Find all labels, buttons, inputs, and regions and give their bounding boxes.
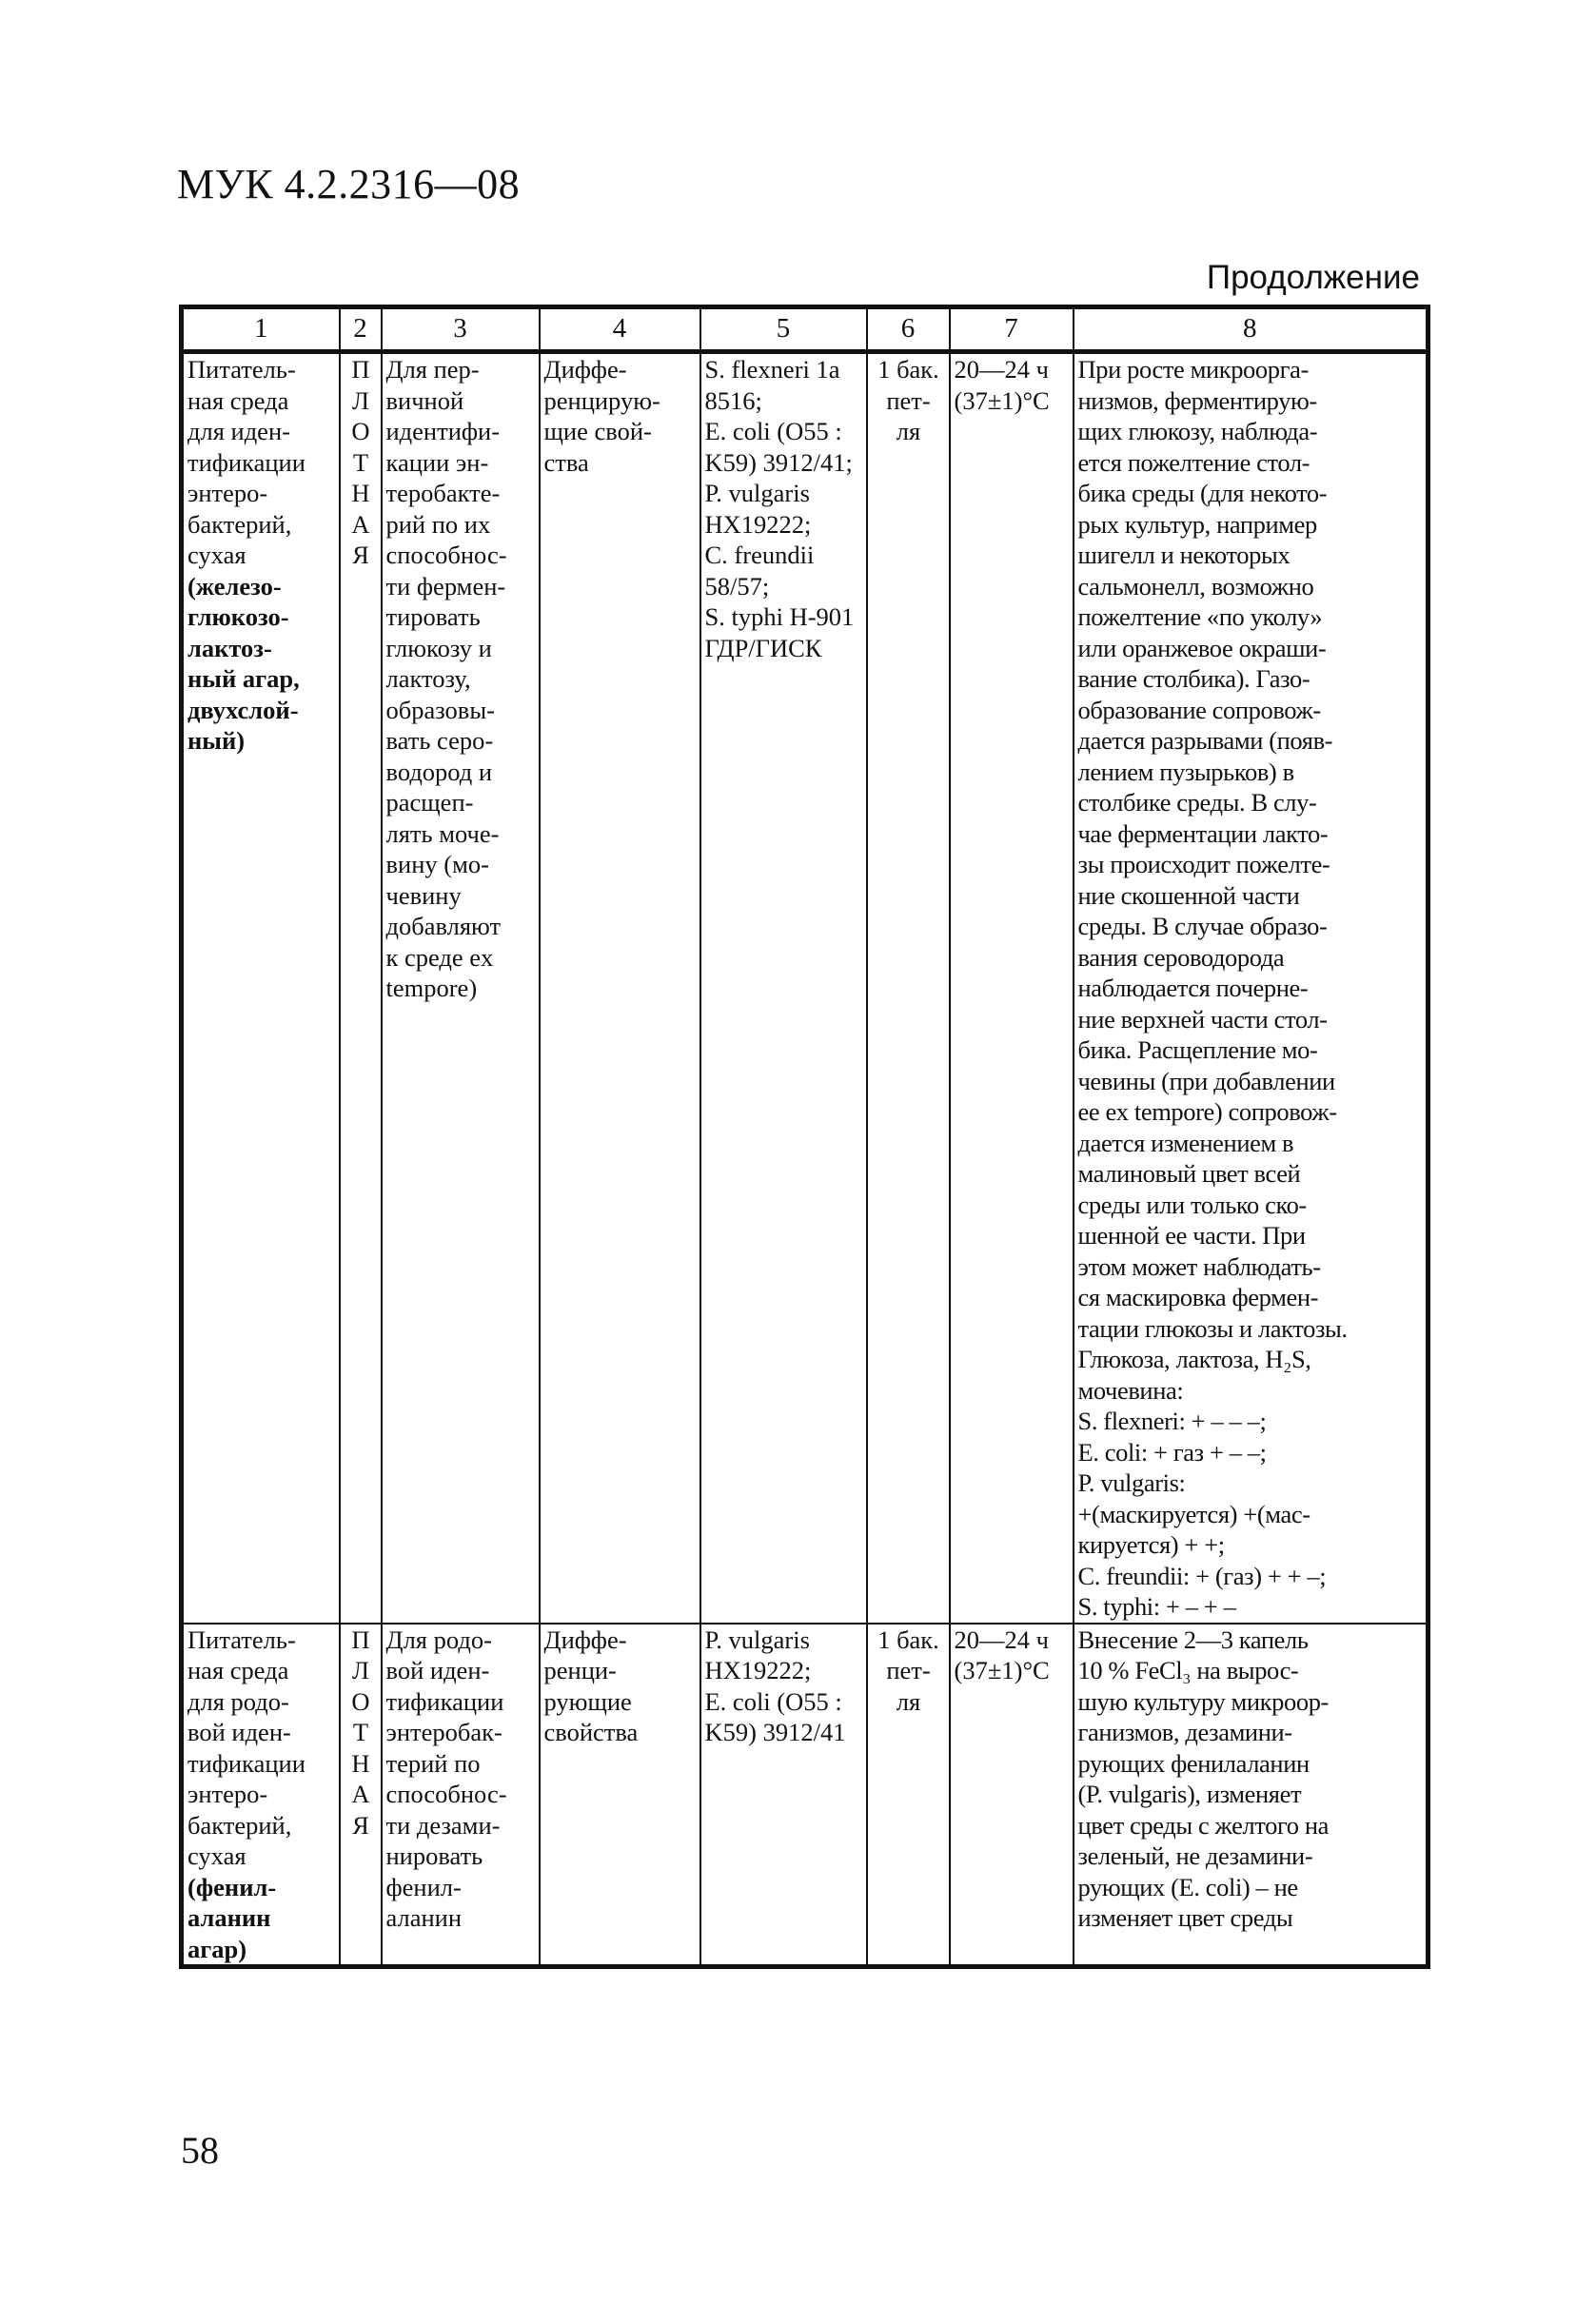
cell-line: C. freundii	[704, 541, 815, 569]
cell-line: расщеп-	[385, 788, 474, 817]
cell-line: наблюдается почерне-	[1077, 974, 1309, 1002]
cell-line: зы происходит пожелте-	[1077, 850, 1330, 878]
cell-line: свойства	[543, 1718, 639, 1746]
cell-line: идентифи-	[385, 417, 501, 445]
medium-name-cell	[182, 352, 340, 1624]
cell-line: вание столбика). Газо-	[1077, 664, 1310, 693]
document-code: МУК 4.2.2316—08	[177, 161, 521, 207]
cell-line: Л	[352, 385, 369, 415]
cell-line: образование сопровож-	[1077, 695, 1321, 724]
cell-line: P. vulgaris	[704, 479, 810, 507]
cell-line: лять моче-	[385, 818, 500, 848]
cell-line: вичной	[385, 385, 464, 415]
properties-cell	[540, 1624, 700, 1967]
cell-line: терий по	[385, 1748, 481, 1778]
cell-line: ется пожелтение стол-	[1077, 447, 1310, 477]
cell-line: тировать	[385, 602, 481, 631]
cell-line: ганизмов, дезамини-	[1077, 1718, 1292, 1746]
cell-line: Диффе-	[543, 355, 627, 384]
cell-line: Питатель-	[187, 355, 296, 384]
cell-line: Питатель-	[187, 1625, 296, 1654]
purpose-cell	[382, 352, 540, 1624]
cell-line: Н	[351, 479, 370, 507]
incubation-cell	[950, 352, 1074, 1624]
cell-line: чае ферментации лакто-	[1077, 818, 1329, 848]
cell-line: ти дезами-	[385, 1810, 501, 1840]
cell-line: сальмонелл, возможно	[1077, 571, 1314, 601]
cell-line: 1 бак.	[877, 1625, 939, 1654]
cell-line: нировать	[385, 1841, 483, 1870]
cell-line: кации эн-	[385, 447, 489, 477]
cell-line: пожелтение «по уколу»	[1077, 602, 1323, 631]
cell-line: S. flexneri: + – – –;	[1077, 1407, 1267, 1435]
cell-line: тификации	[187, 447, 305, 477]
cell-line: способнос-	[385, 541, 507, 569]
cell-line: E. coli (O55 :	[704, 1686, 842, 1716]
column-header-4: 4	[540, 307, 700, 352]
column-header-6: 6	[867, 307, 950, 352]
cell-line: шенной ее части. При	[1077, 1221, 1306, 1250]
cell-line: фенил-	[385, 1872, 462, 1901]
cell-line: ее ex tempore) сопровож-	[1077, 1097, 1337, 1126]
cell-line: рых культур, например	[1077, 509, 1317, 539]
cell-line: рующих (E. coli) – не	[1077, 1872, 1298, 1901]
cell-line: двухслой-	[187, 695, 299, 724]
test-strains-cell	[700, 1624, 867, 1967]
cell-line: Т	[352, 447, 369, 477]
cell-line: энтеро-	[187, 1780, 268, 1808]
cell-line: энтеробак-	[385, 1718, 502, 1746]
cell-line: S. typhi: + – + –	[1077, 1592, 1236, 1621]
cell-line: вания сероводорода	[1077, 942, 1285, 972]
cell-line: П	[351, 355, 370, 384]
cell-line: рующих фенилаланин	[1077, 1748, 1310, 1778]
cell-line: столбике среды. В слу-	[1077, 788, 1317, 817]
cell-line: О	[351, 417, 370, 445]
cell-line: этом может наблюдать-	[1077, 1251, 1321, 1281]
cell-line: K59) 3912/41;	[704, 447, 853, 477]
cell-line: глюкозу и	[385, 633, 492, 662]
cell-line: рий по их	[385, 509, 491, 539]
cell-line: зеленый, не дезамини-	[1077, 1841, 1313, 1870]
continuation-label: Продолжение	[1206, 259, 1420, 296]
cell-line: лактоз-	[187, 633, 272, 662]
cell-line: C. freundii: + (газ) + + –;	[1077, 1561, 1327, 1590]
inoculum-cell	[867, 1624, 950, 1967]
cell-line: добавляют	[385, 912, 502, 940]
cell-line: тификации	[385, 1686, 504, 1716]
cell-line: к среде ex	[385, 942, 494, 972]
cell-line: образовы-	[385, 695, 495, 724]
cell-line: мочевина:	[1077, 1375, 1184, 1405]
cell-line: ти фермен-	[385, 571, 506, 601]
cell-line: Л	[352, 1656, 369, 1684]
results-cell	[1074, 1624, 1429, 1967]
incubation-cell	[950, 1624, 1074, 1967]
cell-line: изменяет цвет среды	[1077, 1903, 1293, 1932]
column-header-5: 5	[700, 307, 867, 352]
cell-line: П	[351, 1625, 370, 1654]
cell-line: Т	[352, 1718, 369, 1746]
column-header-2: 2	[340, 307, 382, 352]
cell-line: Для пер-	[385, 355, 480, 384]
cell-line: О	[351, 1686, 370, 1716]
purpose-cell	[382, 1624, 540, 1967]
cell-line: или оранжевое окраши-	[1077, 633, 1327, 662]
cell-line: дается разрывами (появ-	[1077, 726, 1333, 755]
cell-line: +(маскируется) +(мас-	[1077, 1499, 1310, 1528]
cell-line: сухая	[187, 1841, 246, 1870]
cell-line: ренцирую-	[543, 385, 660, 415]
cell-line: низмов, ферментирую-	[1077, 385, 1317, 415]
cell-line: щих глюкозу, наблюда-	[1077, 417, 1318, 445]
cell-line: S. flexneri 1a	[704, 355, 840, 384]
cell-line: ние верхней части стол-	[1077, 1004, 1328, 1034]
cell-line: Я	[352, 541, 369, 569]
cell-line: рующие	[543, 1686, 632, 1716]
cell-line: вой иден-	[187, 1718, 291, 1746]
cell-line: (железо-	[187, 571, 282, 601]
cell-line: вину (мо-	[385, 850, 489, 878]
cell-line: ства	[543, 447, 589, 477]
results-cell	[1074, 352, 1429, 1624]
cell-line: лактозу,	[385, 664, 471, 693]
medium-form-cell	[340, 352, 382, 1624]
cell-line: 20—24 ч	[954, 1625, 1049, 1654]
cell-line: E. coli: + газ + – –;	[1077, 1437, 1267, 1467]
inoculum-cell	[867, 352, 950, 1624]
cell-line: бика среды (для некото-	[1077, 479, 1328, 507]
cell-line: P. vulgaris:	[1077, 1468, 1186, 1497]
cell-line: чевины (при добавлении	[1077, 1066, 1335, 1095]
cell-line: энтеро-	[187, 479, 268, 507]
cell-line: тации глюкозы и лактозы.	[1077, 1313, 1348, 1343]
cell-line: HX19222;	[704, 1656, 812, 1684]
cell-line: аланин	[385, 1903, 463, 1932]
cell-line: HX19222;	[704, 509, 812, 539]
cell-line: ля	[896, 1686, 921, 1716]
cell-line: ный агар,	[187, 664, 300, 693]
cell-line: глюкозо-	[187, 602, 289, 631]
cell-line: пет-	[886, 1656, 931, 1684]
cell-line: вать серо-	[385, 726, 494, 755]
cell-line: среды или только ско-	[1077, 1190, 1307, 1219]
cell-line: пет-	[886, 385, 931, 415]
cell-line: Глюкоза, лактоза, H₂S,	[1077, 1345, 1311, 1373]
cell-line: щие свой-	[543, 417, 652, 445]
page-number: 58	[181, 2129, 219, 2172]
cell-line: дается изменением в	[1077, 1128, 1294, 1157]
cell-line: тификации	[187, 1748, 305, 1778]
table-row	[182, 352, 1429, 1624]
cell-line: E. coli (O55 :	[704, 417, 842, 445]
cell-line: ный)	[187, 726, 246, 755]
cell-line: шую культуру микроор-	[1077, 1686, 1329, 1716]
cell-line: 20—24 ч	[954, 355, 1049, 384]
table-header-row	[182, 307, 1429, 352]
cell-line: ся маскировка фермен-	[1077, 1283, 1319, 1311]
column-header-3: 3	[382, 307, 540, 352]
cell-line: ние скошенной части	[1077, 880, 1300, 910]
column-header-7: 7	[950, 307, 1074, 352]
media-table	[179, 305, 1430, 1969]
properties-cell	[540, 352, 700, 1624]
cell-line: для родо-	[187, 1686, 289, 1716]
cell-line: tempore)	[385, 974, 478, 1002]
cell-line: Диффе-	[543, 1625, 627, 1654]
cell-line: цвет среды с желтого на	[1077, 1810, 1329, 1840]
cell-line: кируется) + +;	[1077, 1530, 1225, 1559]
cell-line: вой иден-	[385, 1656, 490, 1684]
cell-line: чевину	[385, 880, 462, 910]
column-header-8: 8	[1074, 307, 1429, 352]
cell-line: P. vulgaris	[704, 1625, 810, 1654]
cell-line: малиновый цвет всей	[1077, 1159, 1301, 1188]
cell-line: Я	[352, 1810, 369, 1840]
cell-line: 1 бак.	[877, 355, 939, 384]
cell-line: среды. В случае образо-	[1077, 912, 1328, 940]
cell-line: ная среда	[187, 1656, 289, 1684]
cell-line: (37±1)°С	[954, 1656, 1050, 1684]
cell-line: бика. Расщепление мо-	[1077, 1035, 1318, 1064]
cell-line: 8516;	[704, 385, 762, 415]
cell-line: бактерий,	[187, 509, 292, 539]
cell-line: лением пузырьков) в	[1077, 757, 1294, 786]
medium-form-cell	[340, 1624, 382, 1967]
cell-line: (фенил-	[187, 1872, 277, 1901]
cell-line: ренци-	[543, 1656, 617, 1684]
test-strains-cell	[700, 352, 867, 1624]
cell-line: способнос-	[385, 1780, 507, 1808]
cell-line: водород и	[385, 757, 493, 786]
cell-line: А	[351, 509, 370, 539]
cell-line: агар)	[187, 1934, 247, 1963]
cell-line: Н	[351, 1748, 370, 1778]
cell-line: сухая	[187, 541, 246, 569]
cell-line: для иден-	[187, 417, 290, 445]
cell-line: А	[351, 1780, 370, 1808]
cell-line: S. typhi H-901	[704, 602, 855, 631]
cell-line: (P. vulgaris), изменяет	[1077, 1780, 1302, 1808]
cell-line: 10 % FeCl₃ на вырос-	[1077, 1656, 1299, 1684]
cell-line: аланин	[187, 1903, 271, 1932]
cell-line: При росте микроорга-	[1077, 355, 1309, 384]
cell-line: Внесение 2—3 капель	[1077, 1625, 1309, 1654]
medium-name-cell	[182, 1624, 340, 1967]
cell-line: ГДР/ГИСК	[704, 633, 822, 662]
cell-line: бактерий,	[187, 1810, 292, 1840]
cell-line: K59) 3912/41	[704, 1718, 846, 1746]
cell-line: теробакте-	[385, 479, 501, 507]
cell-line: 58/57;	[704, 571, 770, 601]
cell-line: шигелл и некоторых	[1077, 541, 1291, 569]
cell-line: Для родо-	[385, 1625, 492, 1654]
cell-line: ная среда	[187, 385, 289, 415]
cell-line: (37±1)°С	[954, 385, 1050, 415]
table-row	[182, 1624, 1429, 1967]
cell-line: ля	[896, 417, 921, 445]
column-header-1: 1	[182, 307, 340, 352]
